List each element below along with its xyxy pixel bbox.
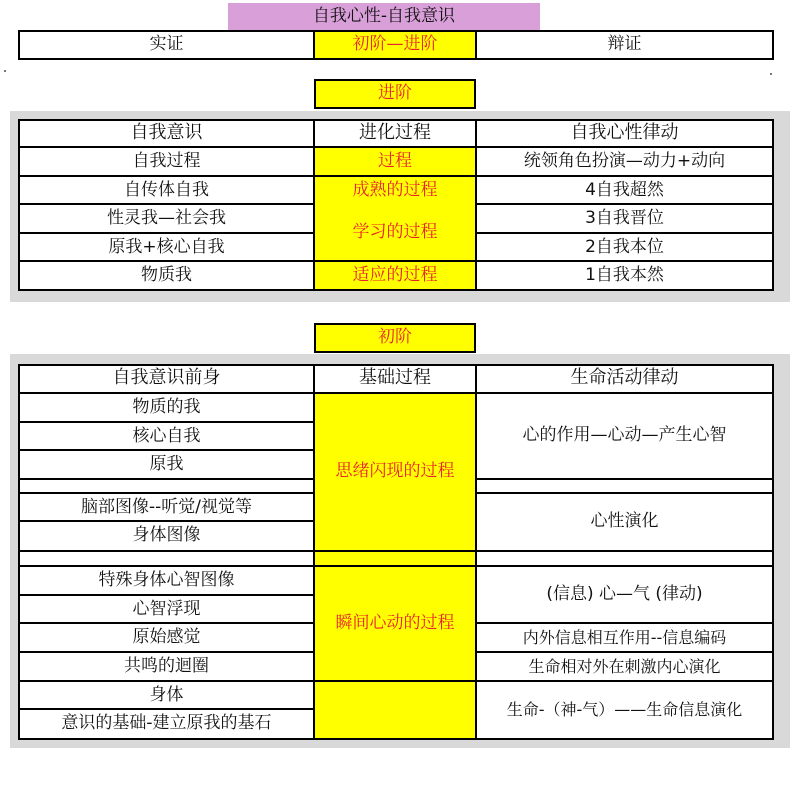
- advanced-col2-process: 过程: [378, 151, 412, 172]
- top-row-right: 辩证: [607, 34, 642, 55]
- top-row-middle: 初阶—进阶: [315, 32, 475, 58]
- advanced-col3-row-3: 3自我晋位: [585, 208, 664, 229]
- advanced-col3-row-1: 统领角色扮演—动力+动向: [523, 151, 726, 172]
- advanced-col3-row-4: 2自我本位: [585, 237, 664, 258]
- advanced-col2-adapting: 适应的过程: [352, 265, 438, 286]
- beginner-header-3: 生命活动律动: [570, 367, 679, 389]
- advanced-label: 进阶: [314, 79, 476, 109]
- beginner-col1-row-3: 原我: [149, 453, 184, 474]
- beginner-col1-row-1: 物质的我: [132, 396, 201, 417]
- beginner-col1-row-12: 身体: [149, 684, 184, 705]
- beginner-label: 初阶: [314, 323, 476, 353]
- beginner-col1-row-9: 心智浮现: [132, 598, 201, 619]
- advanced-col3-row-5: 1自我本然: [585, 265, 664, 286]
- beginner-col3-heart-function: 心的作用—心动—产生心智: [522, 425, 727, 446]
- beginner-col3-life-info: 生命-（神-气）——生命信息演化: [506, 699, 743, 719]
- advanced-col1-row-5: 物质我: [141, 265, 192, 286]
- advanced-col2-maturing: 成熟的过程: [352, 179, 438, 200]
- beginner-col3-info-qi: (信息) 心—气 (律动): [546, 584, 703, 605]
- page-title: 自我心性-自我意识: [228, 3, 540, 30]
- beginner-col1-row-13: 意识的基础-建立原我的基石: [61, 713, 272, 734]
- advanced-col1-row-2: 自传体自我: [124, 180, 209, 201]
- beginner-col1-row-11: 共鸣的迴圈: [124, 656, 209, 677]
- beginner-col2-instant-heart: 瞬间心动的过程: [335, 613, 455, 634]
- advanced-header-1: 自我意识: [130, 122, 203, 144]
- beginner-header-2: 基础过程: [359, 367, 431, 389]
- beginner-col2-thought-flash: 思绪闪现的过程: [335, 461, 455, 482]
- advanced-col1-row-1: 自我过程: [132, 151, 201, 172]
- beginner-col3-stimulus-evolution: 生命相对外在刺激内心演化: [528, 656, 721, 676]
- top-row-left: 实证: [149, 34, 184, 55]
- advanced-header-3: 自我心性律动: [570, 122, 679, 144]
- beginner-col1-row-10: 原始感觉: [132, 627, 201, 648]
- beginner-col1-row-2: 核心自我: [132, 425, 201, 446]
- advanced-col2-learning: 学习的过程: [352, 222, 438, 243]
- beginner-col3-heart-evolution: 心性演化: [590, 511, 659, 532]
- advanced-col3-row-2: 4自我超然: [585, 180, 664, 201]
- advanced-header-2: 进化过程: [359, 122, 431, 144]
- beginner-header-1: 自我意识前身: [112, 367, 221, 389]
- advanced-col1-row-3: 性灵我—社会我: [107, 208, 226, 229]
- beginner-col1-row-5: 脑部图像--听觉/视觉等: [81, 496, 252, 517]
- beginner-col3-info-interaction: 内外信息相互作用--信息编码: [522, 627, 727, 647]
- beginner-col1-row-6: 身体图像: [132, 525, 201, 546]
- beginner-col1-row-8: 特殊身体心智图像: [98, 570, 235, 591]
- advanced-col1-row-4: 原我+核心自我: [108, 237, 225, 258]
